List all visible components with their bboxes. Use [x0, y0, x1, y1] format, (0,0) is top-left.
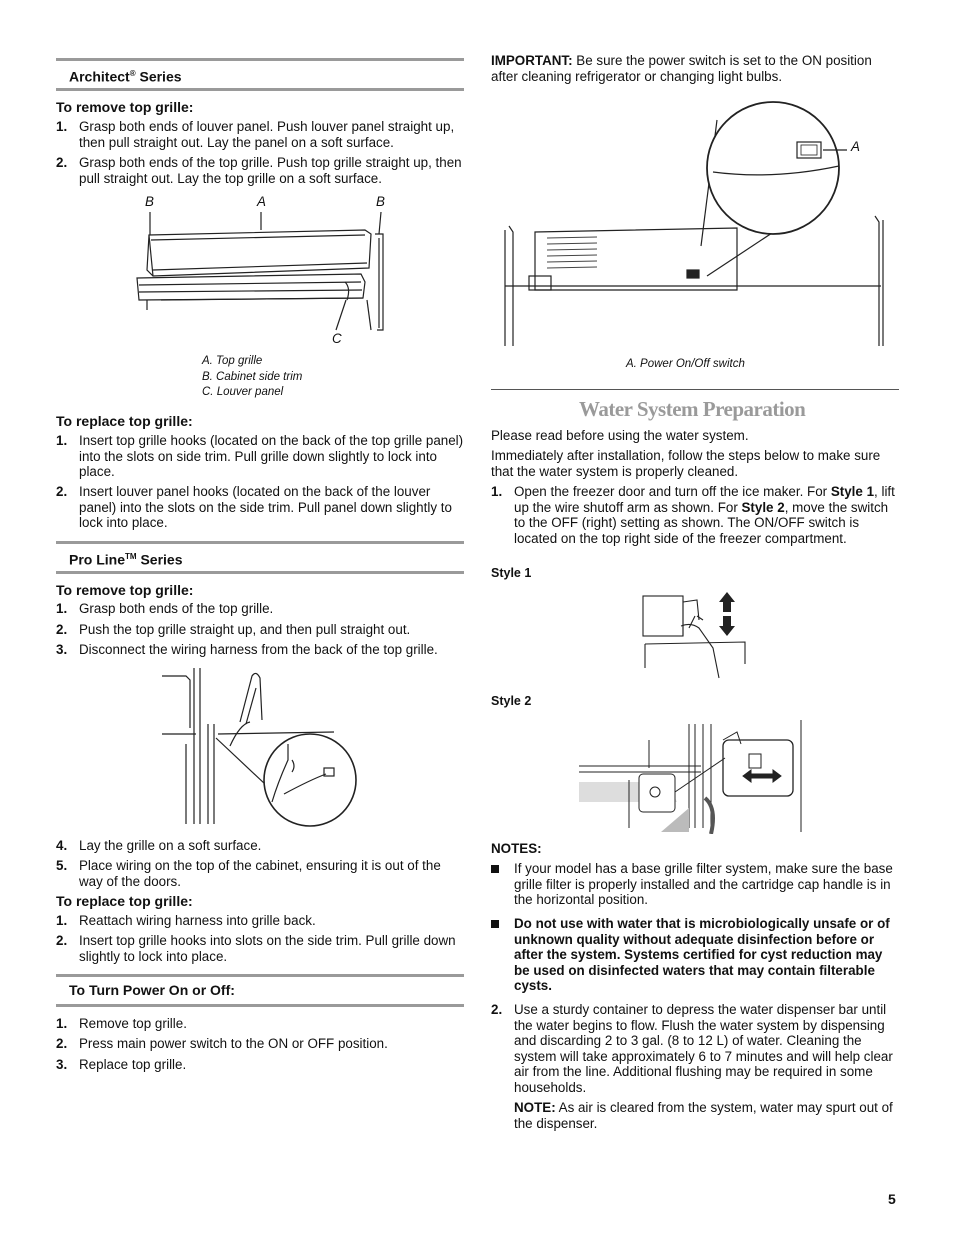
note-text: As air is cleared from the system, water may spurt out of the dispenser.: [514, 1100, 893, 1131]
architect-suffix: Series: [135, 68, 182, 85]
item-number: 3.: [56, 1057, 68, 1072]
style-2-illustration: [577, 718, 803, 834]
style-2-ref: Style 2: [741, 499, 785, 515]
item-number: 5.: [56, 858, 68, 873]
note-text: If your model has a base grille filter system, make sure the base grille filter is properly installed and the cartridge cap handle is in the horizontal position.: [514, 861, 893, 908]
label-c: C: [332, 331, 342, 346]
subheading: To replace top grille:: [56, 413, 193, 429]
item-text: Insert louver panel hooks (located on the back of the louver panel) into the slots on the side trim. Pull panel down slightly to lock into place.: [79, 484, 452, 531]
item-text: Insert top grille hooks (located on the back of the top grille panel) into the slots on side trim. Pull grille down slightly to lock into place.: [79, 433, 464, 480]
bullet-icon: [491, 865, 499, 873]
item-number: 2.: [56, 622, 68, 637]
architect-series-heading: [69, 66, 449, 85]
label-b-left: B: [145, 194, 154, 209]
item-number: 4.: [56, 838, 68, 853]
item-number: 1.: [56, 433, 68, 448]
text-run: , lift up the wire shutoff arm as shown. For: [514, 484, 895, 515]
text-run: , move the switch to the OFF (right) setting as shown. The ON/OFF switch is located on the top right side of the freezer compartment.: [514, 499, 889, 546]
item-text: Place wiring on the top of the cabinet, ensuring it is out of the way of the doors.: [79, 858, 441, 889]
item-text: Press main power switch to the ON or OFF position.: [79, 1036, 388, 1051]
item-number: 1.: [56, 119, 68, 134]
item-number: 2.: [56, 484, 68, 499]
subheading: To remove top grille:: [56, 99, 194, 115]
power-heading: To Turn Power On or Off:: [69, 982, 235, 998]
proline-suffix: Series: [136, 551, 183, 568]
top-grille-illustration: [131, 190, 401, 350]
label-a: A: [257, 194, 266, 209]
pro-line-series-heading: [69, 549, 449, 568]
item-number: 2.: [56, 155, 68, 170]
paragraph: Please read before using the water system.: [491, 428, 749, 443]
section-rule: [56, 571, 464, 574]
important-label: IMPORTANT:: [491, 53, 573, 68]
right-column: [491, 0, 899, 1235]
style-1-ref: Style 1: [830, 484, 875, 499]
important-note: [491, 53, 899, 84]
item-text: Grasp both ends of the top grille. Push top grille straight up, then pull straight out. Lay the top grille on a soft surface.: [79, 155, 462, 186]
style-1-illustration: [641, 590, 751, 682]
subheading: To remove top grille:: [56, 582, 194, 598]
style-1-figure: [641, 590, 751, 682]
item-number: 2.: [56, 933, 68, 948]
item-number: 1.: [56, 601, 68, 616]
trademark: TM: [125, 552, 137, 561]
section-rule: [491, 389, 899, 390]
item-number: 2.: [56, 1036, 68, 1051]
item-number: 1.: [491, 484, 503, 499]
style-1-label: Style 1: [491, 566, 532, 580]
label-b-right: B: [376, 194, 385, 209]
item-text: Push the top grille straight up, and then pull straight out.: [79, 622, 411, 637]
label-a: A: [851, 139, 860, 154]
proline-title: Pro Line: [69, 551, 126, 568]
item-text: Replace top grille.: [79, 1057, 187, 1072]
item-text: Insert top grille hooks into slots on the side trim. Pull grille down slightly to lock into place.: [79, 933, 456, 964]
item-text: Grasp both ends of louver panel. Push louver panel straight up, then pull straight out. Lay the panel on a soft surface.: [79, 119, 455, 150]
power-switch-figure: [501, 96, 891, 348]
wiring-harness-illustration: [160, 664, 360, 828]
caption-line: B. Cabinet side trim: [202, 370, 303, 383]
power-switch-illustration: [501, 96, 891, 348]
page-number: 5: [888, 1191, 896, 1207]
section-rule: [56, 974, 464, 977]
top-grille-figure: [131, 190, 401, 350]
item-text: Grasp both ends of the top grille.: [79, 601, 274, 616]
note-text: Do not use with water that is microbiologically unsafe or of unknown quality without adequate disinfection before or after the system. Systems certified for cyst reduction may be used on disinfected waters that may contain filterable cysts.: [514, 916, 890, 994]
item-text: Disconnect the wiring harness from the back of the top grille.: [79, 642, 438, 657]
notes-heading: NOTES:: [491, 841, 542, 856]
important-text: Be sure the power switch is set to the ON position after cleaning refrigerator or changing light bulbs.: [491, 53, 872, 84]
left-column: [56, 0, 464, 1235]
section-rule: [56, 541, 464, 544]
section-rule: [56, 88, 464, 91]
item-text: Use a sturdy container to depress the water dispenser bar until the water begins to flow. Flush the water system by dispensing and discarding 2 to 3 gal. (8 to 12 L) of water. Cleaning the system will take approximately 6 to 7 minutes and will help clear air from the line. Additional flushing may be required in some households.: [514, 1002, 893, 1095]
dispenser-note: [514, 1100, 899, 1131]
item-number: 1.: [56, 1016, 68, 1031]
item-text: [514, 484, 899, 546]
caption-line: A. Top grille: [202, 355, 263, 367]
item-text: Reattach wiring harness into grille back.: [79, 913, 316, 928]
text-run: Open the freezer door and turn off the ice maker. For: [514, 484, 831, 499]
figure-caption: A. Power On/Off switch: [626, 358, 745, 370]
subheading: To replace top grille:: [56, 893, 193, 909]
water-system-title: Water System Preparation: [579, 397, 806, 421]
item-text: Lay the grille on a soft surface.: [79, 838, 262, 853]
caption-line: C. Louver panel: [202, 386, 284, 398]
item-number: 3.: [56, 642, 68, 657]
architect-title: Architect: [69, 68, 130, 85]
style-2-figure: [577, 718, 803, 834]
figure-caption: [202, 354, 302, 401]
section-rule: [56, 1004, 464, 1007]
note-label: NOTE:: [514, 1100, 556, 1115]
registered-mark: ®: [129, 69, 136, 78]
item-text: Remove top grille.: [79, 1016, 187, 1031]
paragraph: Immediately after installation, follow the steps below to make sure that the water system is properly cleaned.: [491, 448, 881, 479]
item-number: 2.: [491, 1002, 503, 1017]
section-rule: [56, 58, 464, 61]
item-number: 1.: [56, 913, 68, 928]
bullet-icon: [491, 920, 499, 928]
style-2-label: Style 2: [491, 694, 532, 708]
wiring-harness-figure: [160, 664, 360, 828]
